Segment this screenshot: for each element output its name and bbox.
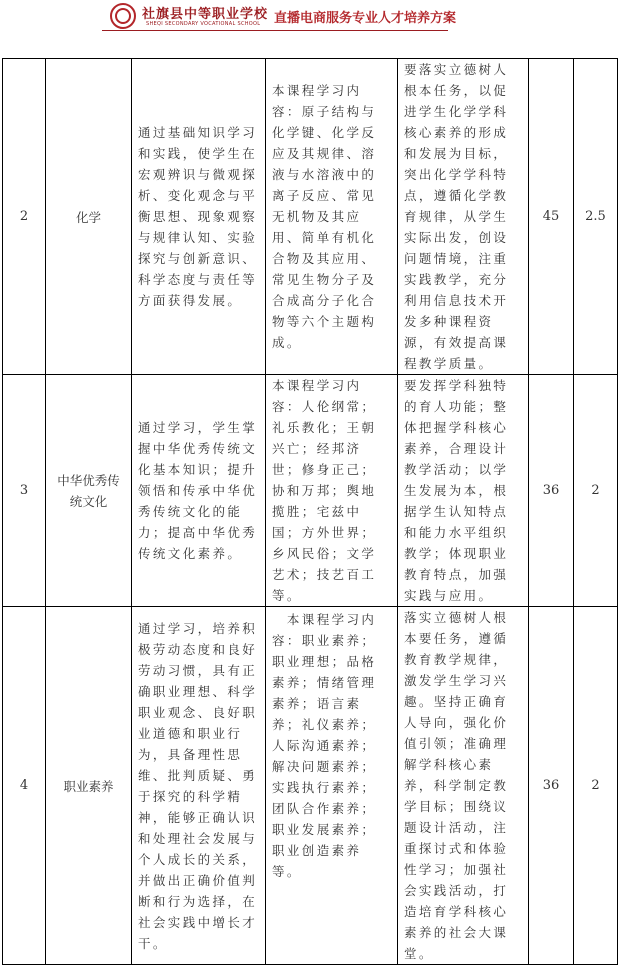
- row-number: 4: [3, 607, 46, 965]
- course-hours: 45: [529, 59, 574, 375]
- course-objective: 通过学习，培养积极劳动态度和良好劳动习惯，具有正确职业理想、科学职业观念、良好职业道德和职业行为，具备理性思维、批判质疑、勇于探究的科学精神，能够正确认识和处理社会发展与个人成长的关系，并做出正确价值判断和行为选择，在社会实践中增长才干。: [132, 607, 266, 965]
- row-number: 2: [3, 59, 46, 375]
- course-objective: 通过学习，学生掌握中华优秀传统文化基本知识；提升领悟和传承中华优秀传统文化的能力；提高中华优秀传统文化素养。: [132, 375, 266, 607]
- course-hours: 36: [529, 375, 574, 607]
- course-name: 化学: [46, 59, 132, 375]
- course-name: 职业素养: [46, 607, 132, 965]
- course-name: 中华优秀传统文化: [46, 375, 132, 607]
- teaching-requirements: 要落实立德树人根本任务，以促进学生化学学科核心素养的形成和发展为目标，突出化学学科特点，遵循化学教育规律，从学生实际出发，创设问题情境，注重实践教学，充分利用信息技术开发多种课程资源，有效提高课程教学质量。: [398, 59, 529, 375]
- page-header: [100, 0, 460, 34]
- row-number: 3: [3, 375, 46, 607]
- course-table: [2, 58, 618, 965]
- table-row: [3, 607, 618, 965]
- header-divider: [102, 30, 448, 31]
- teaching-requirements: 要发挥学科独特的育人功能；整体把握学科核心素养，合理设计教学活动；以学生发展为本，根据学生认知特点和能力水平组织教学；体现职业教育特点，加强实践与应用。: [398, 375, 529, 607]
- table-row: [3, 59, 618, 375]
- course-content: 本课程学习内容：人伦纲常；礼乐教化；王朝兴亡；经邦济世；修身正己；协和万邦；舆地揽胜；宅兹中国；方外世界；乡风民俗；文学艺术；技艺百工等。: [266, 375, 398, 607]
- school-logo-icon: [110, 3, 136, 29]
- course-objective: 通过基础知识学习和实践，使学生在宏观辨识与微观探析、变化观念与平衡思想、现象观察与规律认知、实验探究与创新意识、科学态度与责任等方面获得发展。: [132, 59, 266, 375]
- course-hours: 36: [529, 607, 574, 965]
- school-name: 社旗县中等职业学校: [142, 7, 269, 22]
- table-row: [3, 375, 618, 607]
- teaching-requirements: 落实立德树人根本要任务，遵循教育教学规律，激发学生学习兴趣。坚持正确育人导向，强化价值引领；准确理解学科核心素养，科学制定教学目标；围绕议题设计活动，注重探讨式和体验性学习；加强社会实践活动，打造培育学科核心素养的社会大课堂。: [398, 607, 529, 965]
- school-name-en: SHEQI SECONDARY VOCATIONAL SCHOOL: [146, 21, 261, 27]
- course-credits: 2.5: [574, 59, 618, 375]
- course-content: 本课程学习内容：原子结构与化学键、化学反应及其规律、溶液与水溶液中的离子反应、常见无机物及其应用、简单有机化合物及其应用、常见生物分子及合成高分子化合物等六个主题构成。: [266, 59, 398, 375]
- course-content: 本课程学习内容：职业素养；职业理想；品格素养；情绪管理素养；语言素养；礼仪素养；人际沟通素养；解决问题素养；实践执行素养；团队合作素养；职业发展素养；职业创造素养等。: [266, 607, 398, 965]
- course-credits: 2: [574, 375, 618, 607]
- document-title: 直播电商服务专业人才培养方案: [274, 11, 457, 26]
- course-credits: 2: [574, 607, 618, 965]
